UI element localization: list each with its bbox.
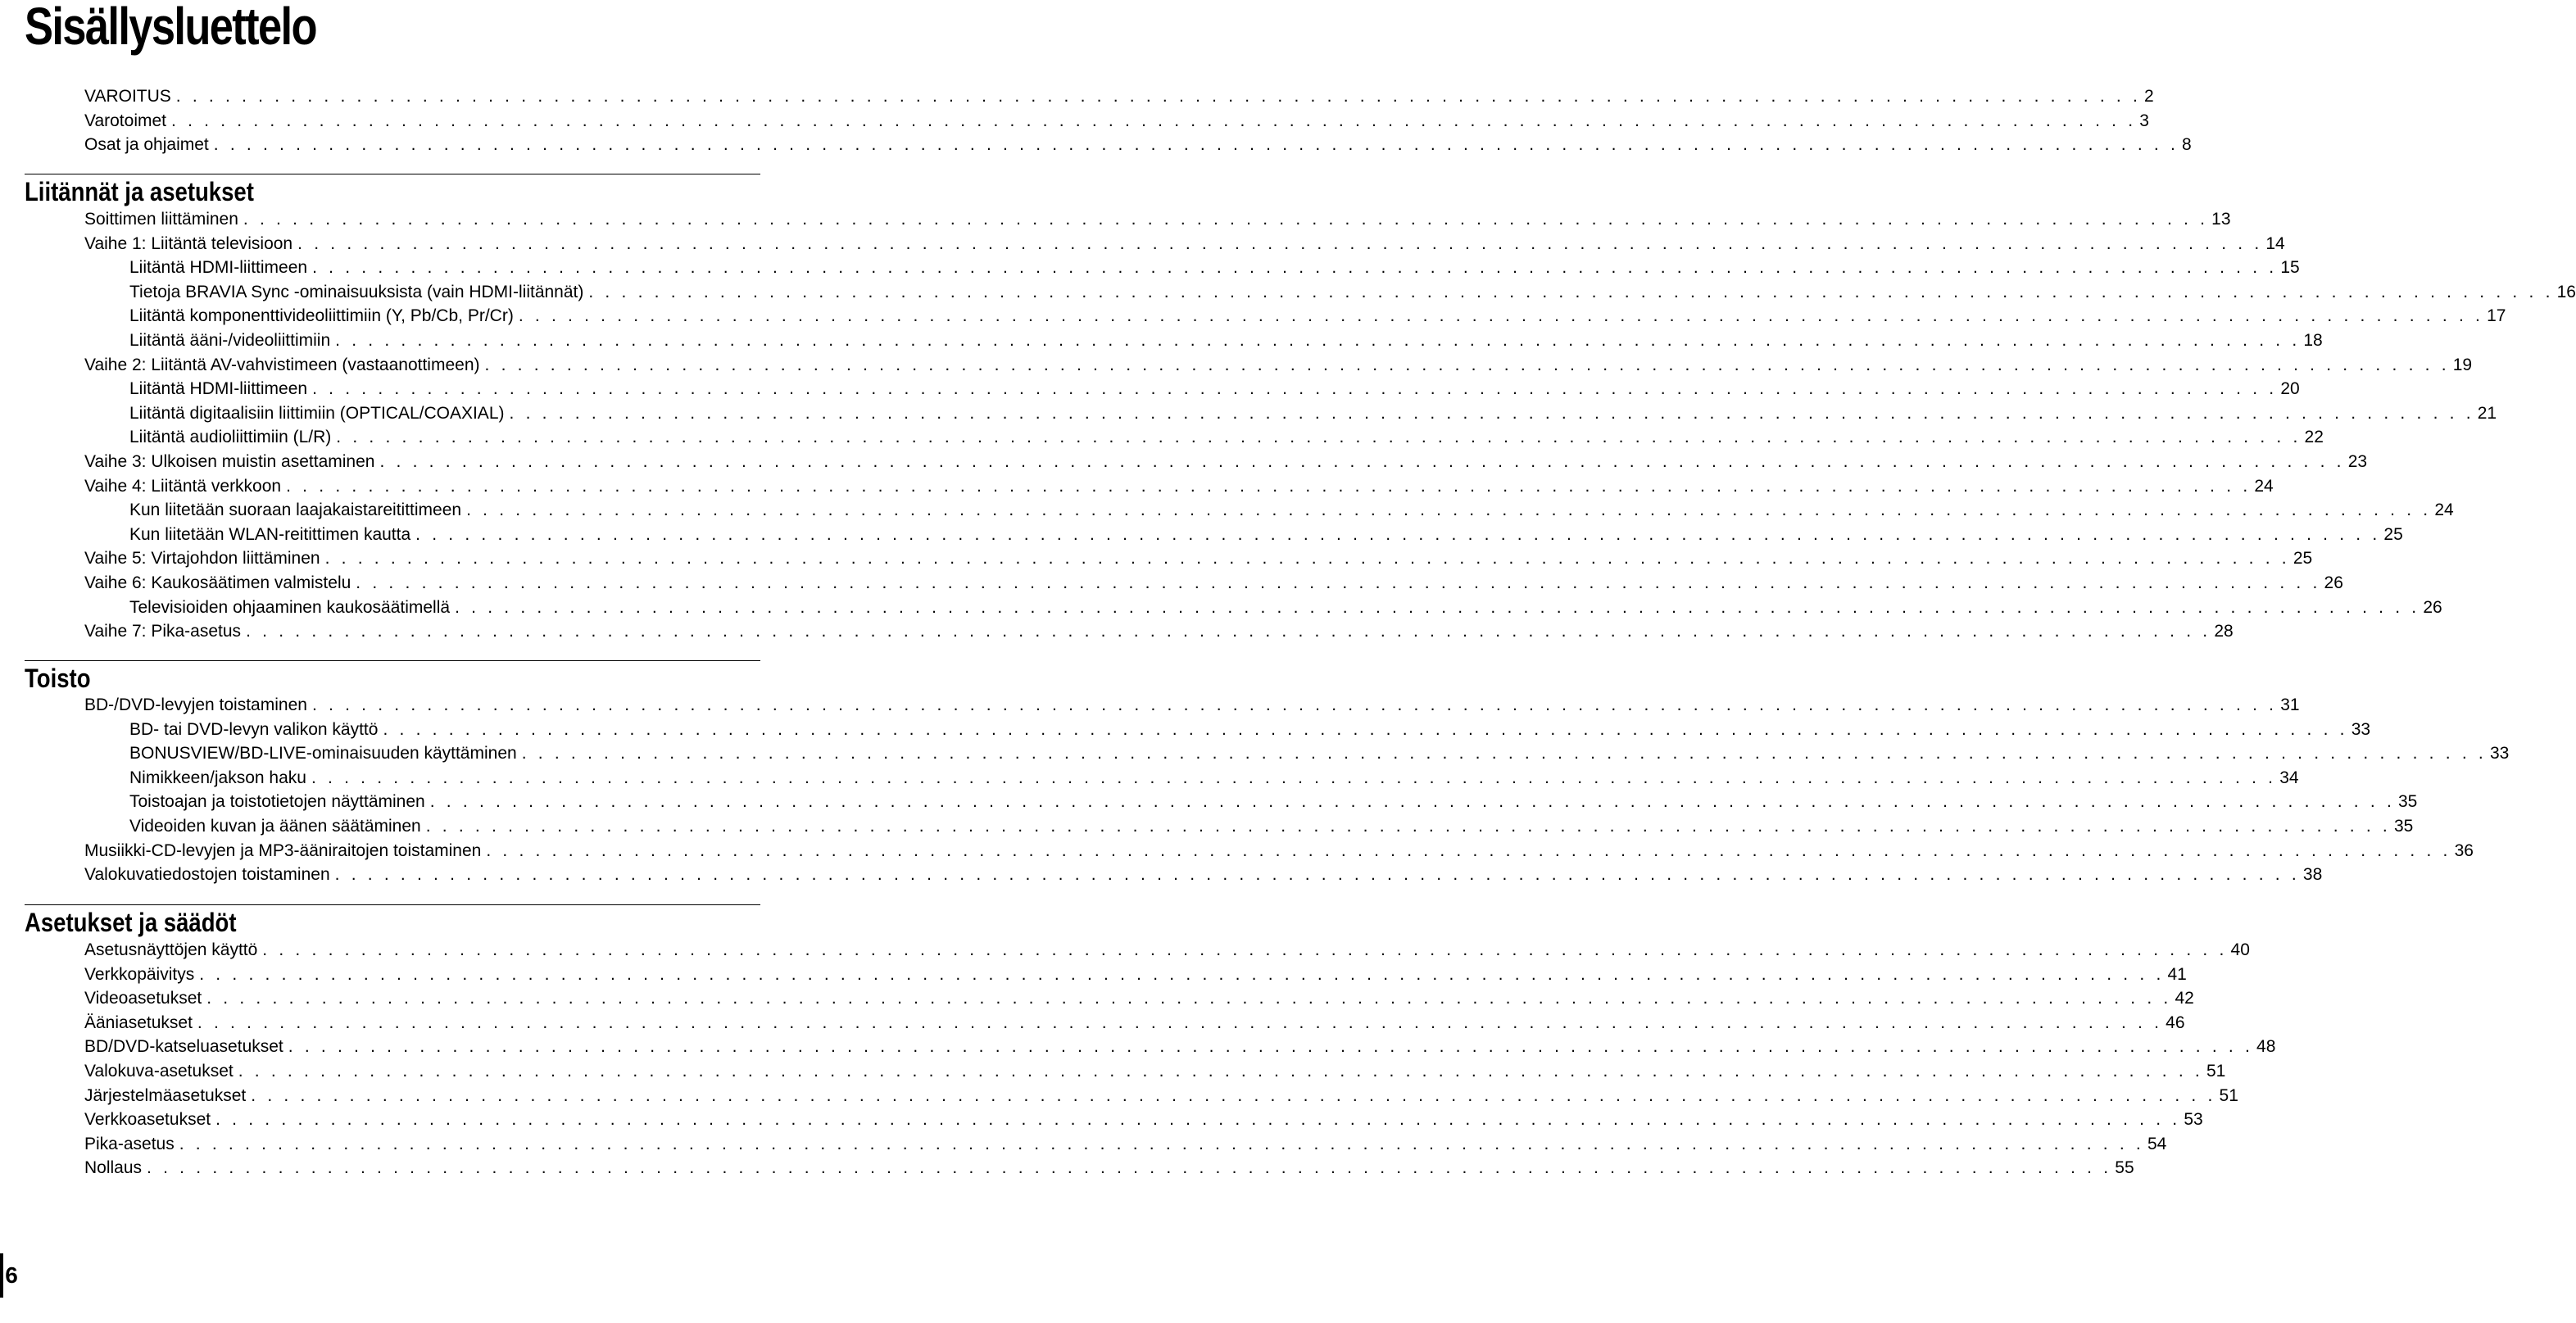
dot-leader: . . . . . . . . . . . . . . . . . . . . . . . . . . . . . . . . . . . . . . . . . . . . . . . . . . . . . . . . . . . . . . . . . . . . . . . . . . . . . . . . . . . . . . . . . . . . . . . . . . . . . . . . . . . . . . . . . . . . . . . . — [311, 768, 2277, 787]
toc-entry-label: BD- tai DVD-levyn valikon käyttö — [129, 719, 379, 739]
toc-entry-label: VAROITUS — [84, 87, 171, 106]
dot-leader: . . . . . . . . . . . . . . . . . . . . . . . . . . . . . . . . . . . . . . . . . . . . . . . . . . . . . . . . . . . . . . . . . . . . . . . . . . . . . . . . . . . . . . . . . . . . . . . . . . . . . . . . . . . . . . . . . . . . . . . . — [243, 210, 2209, 229]
dot-leader: . . . . . . . . . . . . . . . . . . . . . . . . . . . . . . . . . . . . . . . . . . . . . . . . . . . . . . . . . . . . . . . . . . . . . . . . . . . . . . . . . . . . . . . . . . . . . . . . . . . . . . . . . . . . . . . . . . . . . . . . — [588, 282, 2554, 301]
toc-entry-label: Verkkopäivitys — [84, 964, 195, 984]
dot-leader: . . . . . . . . . . . . . . . . . . . . . . . . . . . . . . . . . . . . . . . . . . . . . . . . . . . . . . . . . . . . . . . . . . . . . . . . . . . . . . . . . . . . . . . . . . . . . . . . . . . . . . . . . . . . . . . . . . . . . . . . — [238, 1062, 2203, 1081]
toc-entry-page-number: 51 — [2219, 1085, 2238, 1105]
toc-entry-label: Valokuvatiedostojen toistaminen — [84, 865, 330, 885]
toc-entry-label: Järjestelmäasetukset — [84, 1085, 247, 1105]
dot-leader: . . . . . . . . . . . . . . . . . . . . . . . . . . . . . . . . . . . . . . . . . . . . . . . . . . . . . . . . . . . . . . . . . . . . . . . . . . . . . . . . . . . . . . . . . . . . . . . . . . . . . . . . . . . . . . . . . . . . . . . . — [215, 1110, 2181, 1130]
toc-entry[interactable] — [129, 328, 2323, 353]
toc-entry-page-number: 26 — [2324, 573, 2343, 592]
toc-entry[interactable] — [84, 938, 2250, 963]
toc-entry-page-number: 46 — [2166, 1013, 2185, 1032]
dot-leader: . . . . . . . . . . . . . . . . . . . . . . . . . . . . . . . . . . . . . . . . . . . . . . . . . . . . . . . . . . . . . . . . . . . . . . . . . . . . . . . . . . . . . . . . . . . . . . . . . . . . . . . . . . . . . . . . . . . . . . . . — [415, 524, 2381, 544]
toc-entry[interactable] — [129, 741, 2510, 766]
toc-entry[interactable] — [84, 133, 2192, 157]
toc-entry-label: Vaihe 4: Liitäntä verkkoon — [84, 476, 282, 496]
toc-entry-label: Verkkoasetukset — [84, 1110, 211, 1130]
toc-entry-label: Pika-asetus — [84, 1134, 175, 1153]
toc-entry[interactable] — [84, 474, 2274, 499]
dot-leader: . . . . . . . . . . . . . . . . . . . . . . . . . . . . . . . . . . . . . . . . . . . . . . . . . . . . . . . . . . . . . . . . . . . . . . . . . . . . . . . . . . . . . . . . . . . . . . . . . . . . . . . . . . . . . . . . . . . . . . . . — [379, 452, 2345, 471]
toc-entry[interactable] — [84, 571, 2343, 596]
dot-leader: . . . . . . . . . . . . . . . . . . . . . . . . . . . . . . . . . . . . . . . . . . . . . . . . . . . . . . . . . . . . . . . . . . . . . . . . . . . . . . . . . . . . . . . . . . . . . . . . . . . . . . . . . . . . . . . . . . . . . . . . — [246, 622, 2211, 641]
toc-entry[interactable] — [84, 207, 2231, 232]
toc-entry-page-number: 24 — [2434, 501, 2454, 520]
section-divider — [25, 904, 760, 905]
dot-leader: . . . . . . . . . . . . . . . . . . . . . . . . . . . . . . . . . . . . . . . . . . . . . . . . . . . . . . . . . . . . . . . . . . . . . . . . . . . . . . . . . . . . . . . . . . . . . . . . . . . . . . . . . . . . . . . . . . . . . . . . — [311, 695, 2278, 714]
toc-entry[interactable] — [84, 109, 2149, 134]
toc-entry-page-number: 14 — [2265, 233, 2285, 253]
toc-entry[interactable] — [84, 84, 2154, 109]
dot-leader: . . . . . . . . . . . . . . . . . . . . . . . . . . . . . . . . . . . . . . . . . . . . . . . . . . . . . . . . . . . . . . . . . . . . . . . . . . . . . . . . . . . . . . . . . . . . . . . . . . . . . . . . . . . . . . . . . . . . . . . . — [336, 428, 2302, 447]
toc-entry-page-number: 2 — [2144, 87, 2154, 106]
dot-leader: . . . . . . . . . . . . . . . . . . . . . . . . . . . . . . . . . . . . . . . . . . . . . . . . . . . . . . . . . . . . . . . . . . . . . . . . . . . . . . . . . . . . . . . . . . . . . . . . . . . . . . . . . . . . . . . . . . . . . . . . — [312, 258, 2278, 278]
dot-leader: . . . . . . . . . . . . . . . . . . . . . . . . . . . . . . . . . . . . . . . . . . . . . . . . . . . . . . . . . . . . . . . . . . . . . . . . . . . . . . . . . . . . . . . . . . . . . . . . . . . . . . . . . . . . . . . . . . . . . . . . — [206, 989, 2172, 1008]
toc-entry[interactable] — [84, 353, 2473, 378]
toc-entry[interactable] — [84, 546, 2313, 571]
toc-entry-page-number: 31 — [2280, 695, 2300, 714]
toc-entry[interactable] — [84, 1132, 2167, 1157]
toc-entry[interactable] — [84, 963, 2187, 987]
toc-entry-label: Videoasetukset — [84, 989, 202, 1008]
toc-entry-label: Kun liitetään WLAN-reitittimen kautta — [129, 524, 411, 544]
toc-entry-page-number: 41 — [2167, 964, 2187, 984]
toc-entry[interactable] — [129, 256, 2300, 280]
toc-entry-label: Vaihe 5: Virtajohdon liittäminen — [84, 549, 320, 569]
toc-entry-label: Liitäntä ääni-/videoliittimiin — [129, 331, 331, 350]
dot-leader: . . . . . . . . . . . . . . . . . . . . . . . . . . . . . . . . . . . . . . . . . . . . . . . . . . . . . . . . . . . . . . . . . . . . . . . . . . . . . . . . . . . . . . . . . . . . . . . . . . . . . . . . . . . . . . . . . . . . . . . . — [171, 111, 2137, 130]
dot-leader: . . . . . . . . . . . . . . . . . . . . . . . . . . . . . . . . . . . . . . . . . . . . . . . . . . . . . . . . . . . . . . . . . . . . . . . . . . . . . . . . . . . . . . . . . . . . . . . . . . . . . . . . . . . . . . . . . . . . . . . . — [286, 476, 2252, 496]
toc-entry-label: BD/DVD-katseluasetukset — [84, 1037, 283, 1057]
toc-entry[interactable] — [84, 1011, 2185, 1035]
page-title: Sisällysluettelo — [25, 0, 316, 56]
toc-entry-label: Vaihe 7: Pika-asetus — [84, 622, 242, 641]
toc-entry-label: Ääniasetukset — [84, 1013, 193, 1032]
dot-leader: . . . . . . . . . . . . . . . . . . . . . . . . . . . . . . . . . . . . . . . . . . . . . . . . . . . . . . . . . . . . . . . . . . . . . . . . . . . . . . . . . . . . . . . . . . . . . . . . . . . . . . . . . . . . . . . . . . . . . . . . — [509, 403, 2474, 423]
toc-entry-page-number: 8 — [2182, 135, 2192, 155]
dot-leader: . . . . . . . . . . . . . . . . . . . . . . . . . . . . . . . . . . . . . . . . . . . . . . . . . . . . . . . . . . . . . . . . . . . . . . . . . . . . . . . . . . . . . . . . . . . . . . . . . . . . . . . . . . . . . . . . . . . . . . . . — [466, 501, 2432, 520]
dot-leader: . . . . . . . . . . . . . . . . . . . . . . . . . . . . . . . . . . . . . . . . . . . . . . . . . . . . . . . . . . . . . . . . . . . . . . . . . . . . . . . . . . . . . . . . . . . . . . . . . . . . . . . . . . . . . . . . . . . . . . . . — [175, 87, 2142, 106]
section-divider — [25, 660, 760, 661]
toc-entry-page-number: 38 — [2302, 865, 2323, 885]
toc-entry-label: Valokuva-asetukset — [84, 1062, 234, 1081]
dot-leader: . . . . . . . . . . . . . . . . . . . . . . . . . . . . . . . . . . . . . . . . . . . . . . . . . . . . . . . . . . . . . . . . . . . . . . . . . . . . . . . . . . . . . . . . . . . . . . . . . . . . . . . . . . . . . . . . . . . . . . . . — [335, 331, 2301, 350]
dot-leader: . . . . . . . . . . . . . . . . . . . . . . . . . . . . . . . . . . . . . . . . . . . . . . . . . . . . . . . . . . . . . . . . . . . . . . . . . . . . . . . . . . . . . . . . . . . . . . . . . . . . . . . . . . . . . . . . . . . . . . . . — [521, 744, 2487, 763]
toc-entry-label: Soittimen liittäminen — [84, 210, 238, 229]
toc-entry[interactable] — [84, 693, 2300, 718]
toc-entry[interactable] — [84, 450, 2368, 474]
toc-entry-page-number: 20 — [2280, 379, 2300, 399]
toc-entry-label: Liitäntä HDMI-liittimeen — [129, 379, 308, 399]
toc-entry[interactable] — [84, 619, 2234, 644]
dot-leader: . . . . . . . . . . . . . . . . . . . . . . . . . . . . . . . . . . . . . . . . . . . . . . . . . . . . . . . . . . . . . . . . . . . . . . . . . . . . . . . . . . . . . . . . . . . . . . . . . . . . . . . . . . . . . . . . . . . . . . . . — [334, 865, 2300, 885]
toc-entry-label: Vaihe 6: Kaukosäätimen valmistelu — [84, 573, 351, 592]
toc-entry[interactable] — [84, 1059, 2226, 1084]
toc-entry-page-number: 48 — [2256, 1037, 2276, 1057]
toc-entry-label: Osat ja ohjaimet — [84, 135, 209, 155]
toc-entry-page-number: 13 — [2211, 210, 2231, 229]
toc-entry[interactable] — [129, 596, 2442, 620]
dot-leader: . . . . . . . . . . . . . . . . . . . . . . . . . . . . . . . . . . . . . . . . . . . . . . . . . . . . . . . . . . . . . . . . . . . . . . . . . . . . . . . . . . . . . . . . . . . . . . . . . . . . . . . . . . . . . . . . . . . . . . . . — [251, 1085, 2216, 1105]
dot-leader: . . . . . . . . . . . . . . . . . . . . . . . . . . . . . . . . . . . . . . . . . . . . . . . . . . . . . . . . . . . . . . . . . . . . . . . . . . . . . . . . . . . . . . . . . . . . . . . . . . . . . . . . . . . . . . . . . . . . . . . . — [288, 1037, 2254, 1057]
toc-entry-page-number: 33 — [2351, 719, 2371, 739]
toc-entry-page-number: 17 — [2487, 306, 2506, 326]
toc-entry[interactable] — [129, 718, 2371, 742]
section-heading: Asetukset ja säädöt — [25, 908, 237, 937]
dot-leader: . . . . . . . . . . . . . . . . . . . . . . . . . . . . . . . . . . . . . . . . . . . . . . . . . . . . . . . . . . . . . . . . . . . . . . . . . . . . . . . . . . . . . . . . . . . . . . . . . . . . . . . . . . . . . . . . . . . . . . . . — [199, 964, 2165, 984]
toc-entry-page-number: 55 — [2115, 1158, 2134, 1178]
toc-entry[interactable] — [129, 401, 2497, 426]
dot-leader: . . . . . . . . . . . . . . . . . . . . . . . . . . . . . . . . . . . . . . . . . . . . . . . . . . . . . . . . . . . . . . . . . . . . . . . . . . . . . . . . . . . . . . . . . . . . . . . . . . . . . . . . . . . . . . . . . . . . . . . . — [297, 233, 2263, 253]
toc-entry-page-number: 35 — [2397, 792, 2418, 812]
toc-entry-label: Toistoajan ja toistotietojen näyttäminen — [129, 792, 425, 812]
toc-entry-label: Vaihe 2: Liitäntä AV-vahvistimeen (vastaanottimeen) — [84, 355, 480, 374]
dot-leader: . . . . . . . . . . . . . . . . . . . . . . . . . . . . . . . . . . . . . . . . . . . . . . . . . . . . . . . . . . . . . . . . . . . . . . . . . . . . . . . . . . . . . . . . . . . . . . . . . . . . . . . . . . . . . . . . . . . . . . . . — [312, 379, 2278, 399]
toc-entry-page-number: 36 — [2454, 840, 2474, 860]
toc-entry-page-number: 15 — [2280, 258, 2300, 278]
toc-entry[interactable] — [129, 814, 2414, 839]
section-heading: Liitännät ja asetukset — [25, 177, 254, 206]
toc-entry[interactable] — [84, 1108, 2203, 1132]
toc-entry-label: Kun liitetään suoraan laajakaistareitittimeen — [129, 501, 462, 520]
toc-entry-label: Liitäntä HDMI-liittimeen — [129, 258, 308, 278]
toc-entry-page-number: 18 — [2303, 331, 2323, 350]
toc-entry-page-number: 40 — [2230, 940, 2250, 959]
toc-entry-page-number: 34 — [2279, 768, 2299, 787]
toc-entry[interactable] — [129, 280, 2576, 305]
toc-entry[interactable] — [129, 498, 2454, 523]
toc-entry-label: Nimikkeen/jakson haku — [129, 768, 306, 787]
toc-entry[interactable] — [129, 377, 2300, 401]
toc-entry-page-number: 26 — [2423, 597, 2442, 617]
toc-entry-page-number: 19 — [2452, 355, 2473, 374]
toc-entry-label: Nollaus — [84, 1158, 143, 1178]
toc-entry-page-number: 24 — [2254, 476, 2274, 496]
toc-entry[interactable] — [129, 523, 2403, 547]
dot-leader: . . . . . . . . . . . . . . . . . . . . . . . . . . . . . . . . . . . . . . . . . . . . . . . . . . . . . . . . . . . . . . . . . . . . . . . . . . . . . . . . . . . . . . . . . . . . . . . . . . . . . . . . . . . . . . . . . . . . . . . . — [425, 817, 2391, 836]
toc-entry-page-number: 54 — [2147, 1134, 2167, 1153]
toc-entry-page-number: 53 — [2184, 1110, 2203, 1130]
page-number: 6 — [0, 1253, 20, 1298]
dot-leader: . . . . . . . . . . . . . . . . . . . . . . . . . . . . . . . . . . . . . . . . . . . . . . . . . . . . . . . . . . . . . . . . . . . . . . . . . . . . . . . . . . . . . . . . . . . . . . . . . . . . . . . . . . . . . . . . . . . . . . . . — [486, 840, 2451, 860]
dot-leader: . . . . . . . . . . . . . . . . . . . . . . . . . . . . . . . . . . . . . . . . . . . . . . . . . . . . . . . . . . . . . . . . . . . . . . . . . . . . . . . . . . . . . . . . . . . . . . . . . . . . . . . . . . . . . . . . . . . . . . . . — [356, 573, 2321, 592]
toc-entry-label: BD-/DVD-levyjen toistaminen — [84, 695, 307, 714]
toc-entry-label: Varotoimet — [84, 111, 166, 130]
dot-leader: . . . . . . . . . . . . . . . . . . . . . . . . . . . . . . . . . . . . . . . . . . . . . . . . . . . . . . . . . . . . . . . . . . . . . . . . . . . . . . . . . . . . . . . . . . . . . . . . . . . . . . . . . . . . . . . . . . . . . . . . — [262, 940, 2228, 959]
dot-leader: . . . . . . . . . . . . . . . . . . . . . . . . . . . . . . . . . . . . . . . . . . . . . . . . . . . . . . . . . . . . . . . . . . . . . . . . . . . . . . . . . . . . . . . . . . . . . . . . . . . . . . . . . . . . . . . . . . . . . . . . — [324, 549, 2290, 569]
toc-entry-label: Televisioiden ohjaaminen kaukosäätimellä — [129, 597, 451, 617]
toc-entry-label: BONUSVIEW/BD-LIVE-ominaisuuden käyttäminen — [129, 744, 517, 763]
toc-entry-label: Videoiden kuvan ja äänen säätäminen — [129, 817, 421, 836]
toc-entry-label: Musiikki-CD-levyjen ja MP3-ääniraitojen toistaminen — [84, 840, 482, 860]
toc-entry-page-number: 25 — [2293, 549, 2313, 569]
toc-entry[interactable] — [129, 425, 2324, 450]
toc-entry[interactable] — [84, 863, 2323, 887]
dot-leader: . . . . . . . . . . . . . . . . . . . . . . . . . . . . . . . . . . . . . . . . . . . . . . . . . . . . . . . . . . . . . . . . . . . . . . . . . . . . . . . . . . . . . . . . . . . . . . . . . . . . . . . . . . . . . . . . . . . . . . . . — [383, 719, 2348, 739]
toc-entry[interactable] — [129, 304, 2506, 328]
dot-leader: . . . . . . . . . . . . . . . . . . . . . . . . . . . . . . . . . . . . . . . . . . . . . . . . . . . . . . . . . . . . . . . . . . . . . . . . . . . . . . . . . . . . . . . . . . . . . . . . . . . . . . . . . . . . . . . . . . . . . . . . — [429, 792, 2395, 812]
toc-entry[interactable] — [129, 790, 2418, 814]
toc-entry[interactable] — [129, 766, 2299, 791]
toc-entry-page-number: 35 — [2393, 817, 2414, 836]
dot-leader: . . . . . . . . . . . . . . . . . . . . . . . . . . . . . . . . . . . . . . . . . . . . . . . . . . . . . . . . . . . . . . . . . . . . . . . . . . . . . . . . . . . . . . . . . . . . . . . . . . . . . . . . . . . . . . . . . . . . . . . . — [518, 306, 2484, 326]
toc-entry-label: Vaihe 1: Liitäntä televisioon — [84, 233, 293, 253]
toc-entry[interactable] — [84, 839, 2474, 863]
dot-leader: . . . . . . . . . . . . . . . . . . . . . . . . . . . . . . . . . . . . . . . . . . . . . . . . . . . . . . . . . . . . . . . . . . . . . . . . . . . . . . . . . . . . . . . . . . . . . . . . . . . . . . . . . . . . . . . . . . . . . . . . — [179, 1134, 2144, 1153]
section-heading: Toisto — [25, 664, 91, 693]
dot-leader: . . . . . . . . . . . . . . . . . . . . . . . . . . . . . . . . . . . . . . . . . . . . . . . . . . . . . . . . . . . . . . . . . . . . . . . . . . . . . . . . . . . . . . . . . . . . . . . . . . . . . . . . . . . . . . . . . . . . . . . . — [147, 1158, 2112, 1178]
toc-entry-page-number: 21 — [2477, 403, 2497, 423]
dot-leader: . . . . . . . . . . . . . . . . . . . . . . . . . . . . . . . . . . . . . . . . . . . . . . . . . . . . . . . . . . . . . . . . . . . . . . . . . . . . . . . . . . . . . . . . . . . . . . . . . . . . . . . . . . . . . . . . . . . . . . . . — [484, 355, 2450, 374]
toc-entry-label: Liitäntä audioliittimiin (L/R) — [129, 428, 332, 447]
toc-entry-page-number: 25 — [2383, 524, 2403, 544]
dot-leader: . . . . . . . . . . . . . . . . . . . . . . . . . . . . . . . . . . . . . . . . . . . . . . . . . . . . . . . . . . . . . . . . . . . . . . . . . . . . . . . . . . . . . . . . . . . . . . . . . . . . . . . . . . . . . . . . . . . . . . . . — [197, 1013, 2163, 1032]
dot-leader: . . . . . . . . . . . . . . . . . . . . . . . . . . . . . . . . . . . . . . . . . . . . . . . . . . . . . . . . . . . . . . . . . . . . . . . . . . . . . . . . . . . . . . . . . . . . . . . . . . . . . . . . . . . . . . . . . . . . . . . . — [213, 135, 2179, 155]
toc-entry-page-number: 28 — [2214, 622, 2234, 641]
toc-entry-label: Vaihe 3: Ulkoisen muistin asettaminen — [84, 452, 375, 471]
dot-leader: . . . . . . . . . . . . . . . . . . . . . . . . . . . . . . . . . . . . . . . . . . . . . . . . . . . . . . . . . . . . . . . . . . . . . . . . . . . . . . . . . . . . . . . . . . . . . . . . . . . . . . . . . . . . . . . . . . . . . . . . — [455, 597, 2420, 617]
toc-entry[interactable] — [84, 232, 2285, 256]
toc-entry-label: Liitäntä digitaalisiin liittimiin (OPTICAL/COAXIAL) — [129, 403, 505, 423]
toc-entry[interactable] — [84, 1084, 2238, 1108]
toc-entry-page-number: 42 — [2175, 989, 2194, 1008]
toc-entry-page-number: 51 — [2206, 1062, 2226, 1081]
toc-entry-page-number: 3 — [2139, 111, 2149, 130]
toc-entry[interactable] — [84, 1035, 2276, 1059]
toc-entry[interactable] — [84, 986, 2194, 1011]
toc-entry[interactable] — [84, 1156, 2134, 1180]
toc-entry-page-number: 16 — [2556, 282, 2576, 301]
toc-entry-page-number: 23 — [2347, 452, 2368, 471]
toc-entry-page-number: 22 — [2304, 428, 2324, 447]
toc-entry-label: Tietoja BRAVIA Sync -ominaisuuksista (vain HDMI-liitännät) — [129, 282, 584, 301]
toc-entry-label: Liitäntä komponenttivideoliittimiin (Y, Pb/Cb, Pr/Cr) — [129, 306, 514, 326]
toc-entry-label: Asetusnäyttöjen käyttö — [84, 940, 258, 959]
toc-entry-page-number: 33 — [2489, 744, 2510, 763]
